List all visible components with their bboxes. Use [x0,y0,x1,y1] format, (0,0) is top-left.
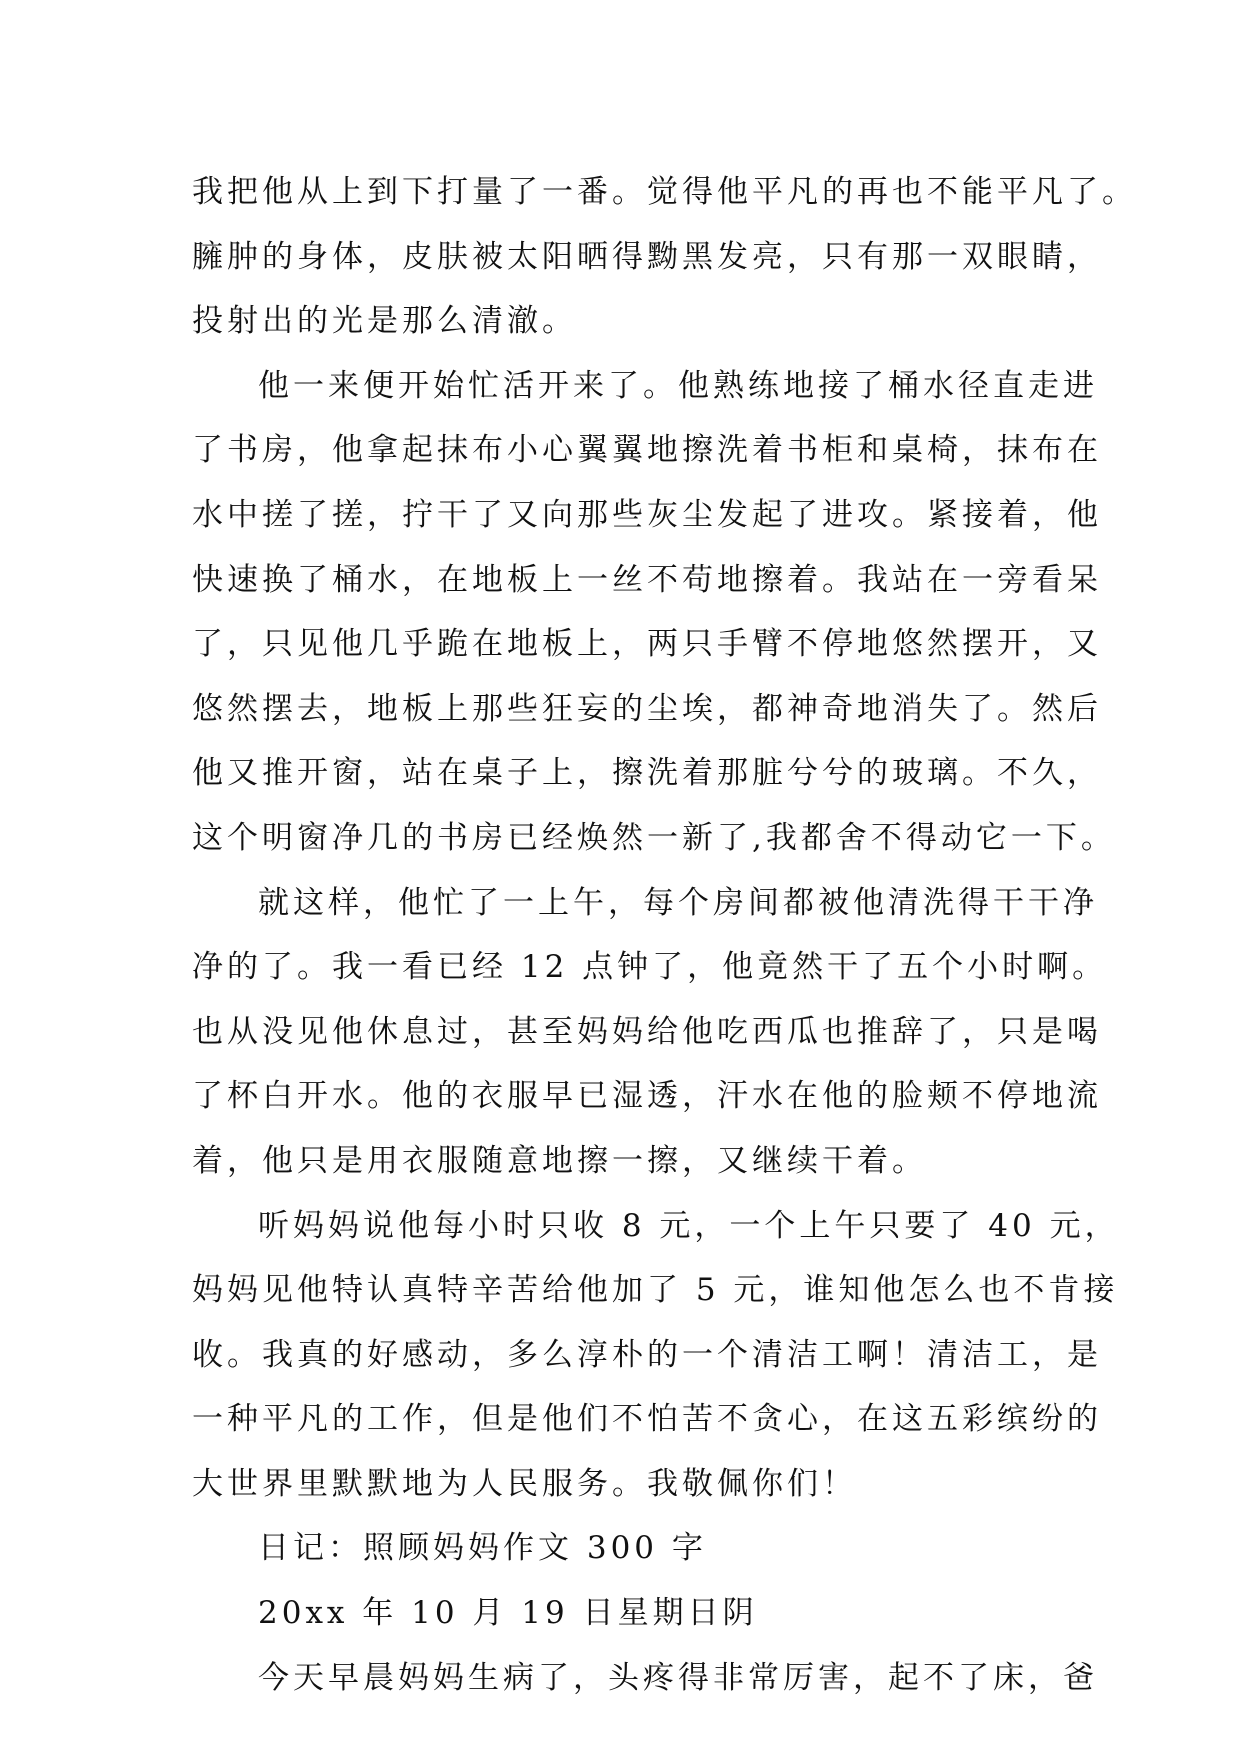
essay-body [192,160,1137,1710]
text-line: 投射出的光是那么清澈。 [192,303,577,340]
text-line: 一种平凡的工作，但是他们不怕苦不贪心，在这五彩缤纷的 [192,1401,1102,1438]
text-line: 也从没见他休息过，甚至妈妈给他吃西瓜也推辞了，只是喝 [192,1013,1102,1050]
text-line: 水中搓了搓，拧干了又向那些灰尘发起了进攻。紧接着，他 [192,496,1102,533]
text-line: 他又推开窗，站在桌子上，擦洗着那脏兮兮的玻璃。不久， [192,755,1102,792]
text-line: 净的了。我一看已经 12 点钟了，他竟然干了五个小时啊。 [192,949,1108,986]
text-line: 了书房，他拿起抹布小心翼翼地擦洗着书柜和桌椅，抹布在 [192,432,1102,469]
diary-date-line: 20xx 年 10 月 19 日星期日阴 [258,1595,758,1632]
text-line: 大世界里默默地为人民服务。我敬佩你们！ [192,1465,857,1502]
text-line: 了杯白开水。他的衣服早已湿透，汗水在他的脸颊不停地流 [192,1078,1102,1115]
text-line: 着，他只是用衣服随意地擦一擦，又继续干着。 [192,1142,927,1179]
diary-title: 日记：照顾妈妈作文 300 字 [258,1530,707,1567]
text-line: 妈妈见他特认真特辛苦给他加了 5 元，谁知他怎么也不肯接 [192,1272,1119,1309]
text-line: 快速换了桶水，在地板上一丝不苟地擦着。我站在一旁看呆 [192,561,1102,598]
paragraph-start-line: 就这样，他忙了一上午，每个房间都被他清洗得干干净 [258,884,1098,921]
paragraph-start-line: 他一来便开始忙活开来了。他熟练地接了桶水径直走进 [258,367,1098,404]
text-line: 这个明窗净几的书房已经焕然一新了,我都舍不得动它一下。 [192,819,1116,856]
text-line: 了，只见他几乎跪在地板上，两只手臂不停地悠然摆开，又 [192,626,1102,663]
text-line: 悠然摆去，地板上那些狂妄的尘埃，都神奇地消失了。然后 [192,690,1102,727]
text-line: 我把他从上到下打量了一番。觉得他平凡的再也不能平凡了。 [192,174,1137,210]
paragraph-start-line: 听妈妈说他每小时只收 8 元，一个上午只要了 40 元， [258,1207,1120,1244]
text-line: 臃肿的身体，皮肤被太阳晒得黝黑发亮，只有那一双眼睛， [192,238,1102,275]
paragraph-start-line: 今天早晨妈妈生病了，头疼得非常厉害，起不了床，爸 [258,1659,1098,1696]
text-line: 收。我真的好感动，多么淳朴的一个清洁工啊！清洁工，是 [192,1336,1102,1373]
